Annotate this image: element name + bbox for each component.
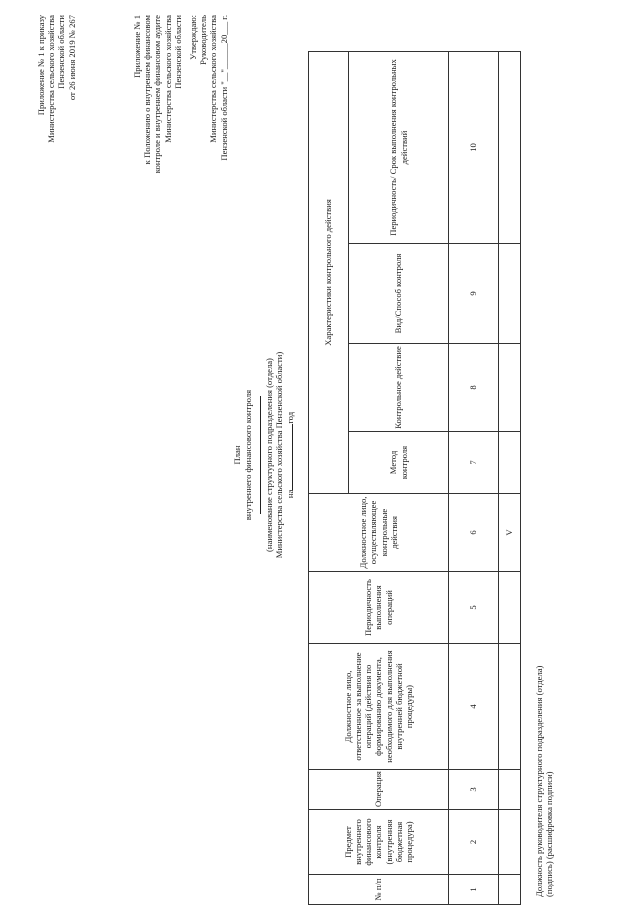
approval-line: Утверждаю: [188,15,198,60]
column-number: 5 [449,572,499,644]
regulation-appendix-line: к Положению о внутреннем финансовом [142,15,153,165]
year-prefix: на [284,489,295,499]
table-cell [499,244,521,344]
plan-subtitle: внутреннего финансового контроля [242,389,253,521]
regulation-appendix-line: Приложение № 1 [132,15,142,78]
table-cell [499,810,521,875]
order-appendix-line: Приложение № 1 к приказу [36,15,46,116]
regulation-appendix-line: Министерства сельского хозяйства [162,15,173,143]
order-appendix-line: Пензенской области [56,15,67,89]
regulation-appendix-line: Пензенской области [172,15,183,89]
column-number: 1 [449,875,499,905]
column-number-row [449,52,499,905]
column-number: 3 [449,770,499,810]
row-mark: V [499,494,521,572]
approval-line: Пензенской области "__"______20___ г. [218,15,229,161]
department-blank-line [253,305,264,605]
header-periodicity: Периодичность выполнения операций [309,572,449,644]
plan-title-block [232,305,296,605]
plan-year-line [285,305,296,605]
table-row [499,52,521,905]
column-number: 6 [449,494,499,572]
header-type: Вид/Способ контроля [349,244,449,344]
table-cell [499,432,521,494]
signature-block [534,666,554,897]
header-characteristics: Характеристики контрольного действия [309,52,349,494]
table-cell [499,344,521,432]
column-number: 4 [449,644,499,770]
table-cell [499,770,521,810]
header-term: Периодичность/ Срок выполнения контрольных действий [349,52,449,244]
column-number: 2 [449,810,499,875]
year-suffix: год [284,411,295,424]
signature-caption-line: (подпись) (расшифровка подписи) [544,771,555,897]
header-responsible: Должностное лицо, ответственное за выполнение операций (действия по формированию документа, необходимого для выполнения внутренней бюджетной процедуры) [309,644,449,770]
order-appendix-line: от 26 июня 2019 № 267 [66,15,77,101]
year-blank [285,424,293,490]
ministry-caption: Министерства сельского хозяйства Пензенской области) [274,351,285,559]
header-num: № п/п [309,875,449,905]
order-appendix-line: Министерства сельского хозяйства [46,15,57,143]
approval-block [188,15,229,315]
column-number: 10 [449,52,499,244]
approval-line: Руководитель [198,15,209,65]
plan-title: План [232,445,242,465]
control-plan-table [308,51,521,905]
table-cell [499,875,521,905]
column-number: 8 [449,344,499,432]
header-method: Метод контроля [349,432,449,494]
approval-line: Министерства сельского хозяйства [208,15,219,143]
table-cell [499,52,521,244]
header-operation: Операция [309,770,449,810]
header-action: Контрольное действие [349,344,449,432]
column-number: 7 [449,432,499,494]
column-number: 9 [449,244,499,344]
header-controller: Должностное лицо, осуществляющее контрольные действия [309,494,449,572]
regulation-appendix-line: контроле и внутреннем финансовом аудите [152,15,163,174]
department-caption: (наименование структурного подразделения (отдела) [263,358,274,552]
table-cell [499,644,521,770]
signature-position-line: Должность руководителя структурного подразделения (отдела) [534,665,544,897]
regulation-appendix-block [132,15,183,315]
header-subject: Предмет внутреннего финансового контроля (внутренняя бюджетная процедура) [309,810,449,875]
order-appendix-block [36,15,77,315]
table-cell [499,572,521,644]
